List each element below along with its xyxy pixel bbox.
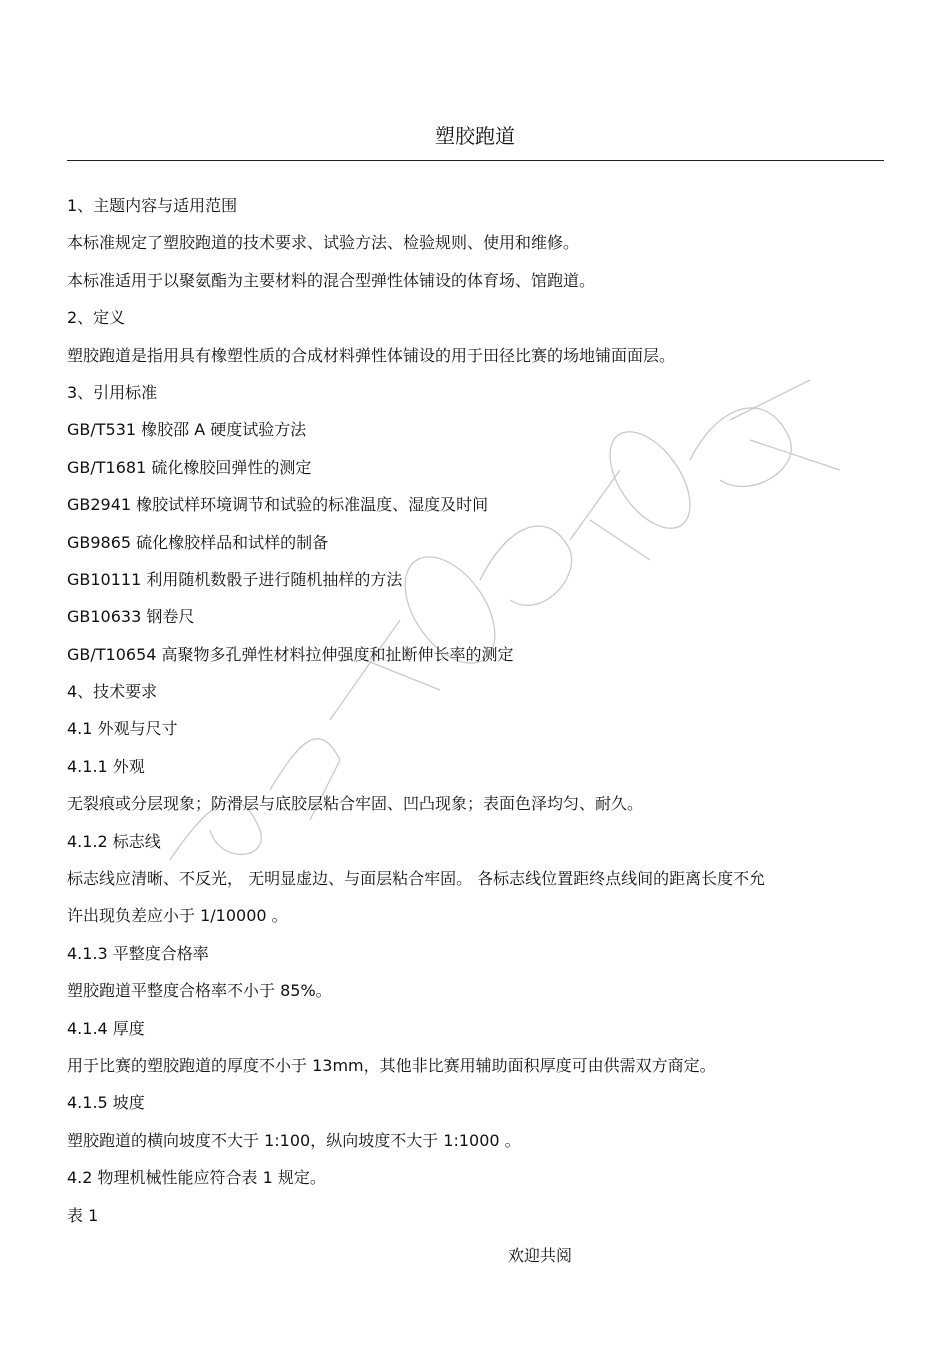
paragraph: 本标准规定了塑胶跑道的技术要求、试验方法、检验规则、使用和维修。	[67, 233, 580, 253]
section-heading-definition: 2、定义	[67, 308, 126, 328]
page-title: 塑胶跑道	[435, 124, 515, 148]
table-caption: 表 1	[67, 1205, 99, 1225]
subsection-heading: 4.1.3 平整度合格率	[67, 943, 209, 963]
section-heading-references: 3、引用标准	[67, 382, 158, 402]
title-divider	[67, 160, 884, 161]
reference-item: GB/T10654 高聚物多孔弹性材料拉伸强度和扯断伸长率的测定	[67, 644, 514, 664]
subsection-heading: 4.1.5 坡度	[67, 1093, 145, 1113]
paragraph: 塑胶跑道平整度合格率不小于 85%。	[67, 981, 332, 1001]
subsection-heading: 4.1.4 厚度	[67, 1018, 145, 1038]
paragraph: 标志线应清晰、不反光， 无明显虚边、与面层粘合牢固。 各标志线位置距终点线间的距离长度不允	[67, 869, 766, 889]
subsection-heading: 4.1.2 标志线	[67, 831, 161, 851]
reference-item: GB2941 橡胶试样环境调节和试验的标准温度、湿度及时间	[67, 495, 489, 515]
subsection-heading: 4.1 外观与尺寸	[67, 719, 178, 739]
paragraph: 塑胶跑道的横向坡度不大于 1:100，纵向坡度不大于 1:1000 。	[67, 1130, 521, 1150]
subsection-heading: 4.1.1 外观	[67, 756, 145, 776]
paragraph: 许出现负差应小于 1/10000 。	[67, 906, 288, 926]
document-body	[67, 187, 884, 1234]
reference-item: GB/T531 橡胶邵 A 硬度试验方法	[67, 420, 307, 440]
paragraph: 4.2 物理机械性能应符合表 1 规定。	[67, 1168, 326, 1188]
section-heading-scope: 1、主题内容与适用范围	[67, 196, 238, 215]
paragraph: 无裂痕或分层现象；防滑层与底胶层粘合牢固、凹凸现象；表面色泽均匀、耐久。	[67, 794, 644, 814]
page-footer: 欢迎共阅	[507, 1246, 572, 1265]
reference-item: GB10633 钢卷尺	[67, 607, 195, 627]
paragraph: 本标准适用于以聚氨酯为主要材料的混合型弹性体铺设的体育场、馆跑道。	[67, 270, 596, 290]
reference-item: GB10111 利用随机数骰子进行随机抽样的方法	[67, 569, 403, 589]
section-heading-requirements: 4、技术要求	[67, 682, 158, 702]
paragraph: 用于比赛的塑胶跑道的厚度不小于 13mm，其他非比赛用辅助面积厚度可由供需双方商定。	[67, 1055, 716, 1075]
paragraph: 塑胶跑道是指用具有橡塑性质的合成材料弹性体铺设的用于田径比赛的场地铺面面层。	[67, 345, 676, 365]
reference-item: GB/T1681 硫化橡胶回弹性的测定	[67, 457, 312, 477]
reference-item: GB9865 硫化橡胶样品和试样的制备	[67, 532, 329, 552]
